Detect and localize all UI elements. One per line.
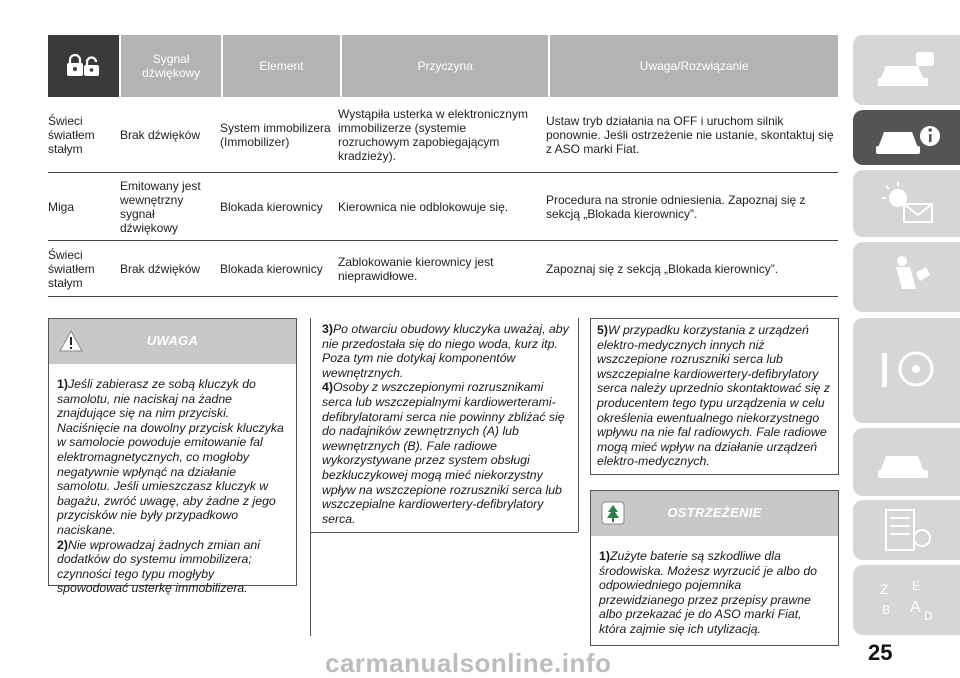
lock-signal-icon bbox=[48, 35, 119, 97]
warning-lights-icon[interactable] bbox=[853, 170, 960, 237]
note-box bbox=[590, 318, 839, 475]
watermark: carmanualsonline.info bbox=[325, 648, 612, 678]
caution-note-1: 1)Jeśli zabierasz ze sobą kluczyk do samolotu, nie naciskaj na żadne znajdujące się na nim przyciski. Naciśnięcie na dowolny przycisk kluczyka w samolocie powoduje emitowanie fal elektromagnetycznych, co mogłoby negatywnie wpłynąć na działanie samolotu. Jeśli umieszczasz kluczyk w bagażu, zwróć uwagę, aby żadne z jego przycisków nie były przypadkowo naciskane. bbox=[57, 377, 284, 537]
header-cause: Przyczyna bbox=[342, 35, 548, 97]
svg-text:E: E bbox=[911, 579, 920, 593]
table-row bbox=[48, 97, 838, 173]
svg-text:D: D bbox=[923, 609, 933, 623]
svg-text:B: B bbox=[881, 603, 890, 617]
car-info-icon[interactable] bbox=[853, 110, 960, 165]
caution-title: UWAGA bbox=[146, 333, 199, 349]
specs-icon[interactable] bbox=[853, 500, 960, 560]
index-icon[interactable] bbox=[853, 565, 960, 635]
caution-note-2: 2)Nie wprowadzaj żadnych zmian ani dodatków do systemu immobilizera; czynności tego typu mogłyby spowodować usterkę immobilizera. bbox=[57, 537, 260, 596]
environment-tree-icon bbox=[601, 501, 625, 525]
cell-element: System immobilizera (Immobilizer) bbox=[220, 120, 331, 149]
note-3: 3)Po otwarciu obudowy kluczyka uważaj, aby nie przedostała się do niego woda, kurz itp. Poza tym nie dotykaj komponentów wewnętrznych. bbox=[322, 322, 569, 380]
cell-remedy: Zapoznaj się z sekcją „Blokada kierownicy”. bbox=[546, 261, 779, 276]
table-row bbox=[48, 173, 838, 241]
cell-signal: Brak dźwięków bbox=[120, 127, 201, 142]
cell-signal: Brak dźwięków bbox=[120, 261, 201, 276]
cell-remedy: Ustaw tryb działania na OFF i uruchom silnik ponownie. Jeśli ostrzeżenie nie ustanie, skontaktuj się z ASO marki Fiat. bbox=[546, 113, 834, 156]
page-number: 25 bbox=[868, 640, 893, 665]
note-4: 4)Osoby z wszczepionymi rozrusznikami serca lub wszczepialnymi kardiowerterami-defibrylatorami serca nie powinny zbliżać się do nadajników zewnętrznych (A) lub wewnętrznych (B). Fale radiowe wykorzystywane przez system obsługi bezkluczykowej mogą mieć niekorzystny wpływ na wszczepione rozruszniki serca lub wszczepialne kardiowertery-defibrylatory serca. bbox=[322, 380, 565, 526]
divider-line bbox=[310, 532, 578, 533]
cell-light: Miga bbox=[48, 199, 75, 214]
cell-light: Świeci światłem stałym bbox=[48, 247, 95, 290]
fault-table bbox=[48, 35, 838, 297]
warning-triangle-icon bbox=[59, 329, 83, 353]
column-divider bbox=[310, 318, 311, 636]
cell-light: Świeci światłem stałym bbox=[48, 113, 95, 156]
note-5: 5)W przypadku korzystania z urządzeń elektro-medycznych innych niż wszczepione rozruszniki serca lub wszczepialne kardiowertery-defibrylatory serca należy uprzednio skontaktować się z producentem tego typu urządzenia w celu określenia ewentualnego niekorzystnego wpływu na nie fal radiowych. Fale radiowe mogą mieć wpływ na działanie urządzeń elektro-medycznych. bbox=[597, 323, 831, 469]
warning-box bbox=[590, 490, 839, 646]
car-key-icon[interactable] bbox=[853, 35, 960, 105]
airbag-seat-icon[interactable] bbox=[853, 242, 960, 312]
cell-cause: Wystąpiła usterka w elektronicznym immobilizerze (systemie rozruchowym zapobiegającym kradzieży). bbox=[338, 106, 528, 163]
cell-element: Blokada kierownicy bbox=[220, 199, 323, 214]
svg-text:A: A bbox=[909, 599, 921, 616]
cell-element: Blokada kierownicy bbox=[220, 261, 323, 276]
steering-icon[interactable] bbox=[853, 318, 960, 423]
header-element: Element bbox=[223, 35, 340, 97]
table-header bbox=[48, 35, 838, 97]
svg-text:Z: Z bbox=[879, 581, 889, 597]
warning-title: OSTRZEŻENIE bbox=[667, 505, 762, 521]
cell-signal: Emitowany jest wewnętrzny sygnał dźwiękowy bbox=[120, 178, 201, 235]
header-remedy: Uwaga/Rozwiązanie bbox=[550, 35, 838, 97]
warning-note-1: 1)Zużyte baterie są szkodliwe dla środowiska. Możesz wyrzucić je albo do odpowiedniego pojemnika przewidzianego przez przepisy prawne albo przekazać je do ASO marki Fiat, która zajmie się ich utylizacją. bbox=[599, 549, 818, 636]
caution-header bbox=[49, 319, 296, 364]
table-row bbox=[48, 241, 838, 297]
cell-cause: Zablokowanie kierownicy jest nieprawidłowe. bbox=[338, 254, 494, 283]
cell-cause: Kierownica nie odblokowuje się. bbox=[338, 199, 509, 214]
caution-box bbox=[48, 318, 297, 596]
column-divider bbox=[578, 318, 579, 532]
warning-header bbox=[591, 491, 838, 536]
warning-body bbox=[591, 536, 838, 645]
car-service-icon[interactable] bbox=[853, 428, 960, 496]
header-signal: Sygnał dźwiękowy bbox=[121, 35, 220, 97]
caution-body bbox=[49, 364, 296, 604]
middle-notes bbox=[322, 322, 570, 526]
cell-remedy: Procedura na stronie odniesienia. Zapoznaj się z sekcją „Blokada kierownicy”. bbox=[546, 192, 806, 221]
